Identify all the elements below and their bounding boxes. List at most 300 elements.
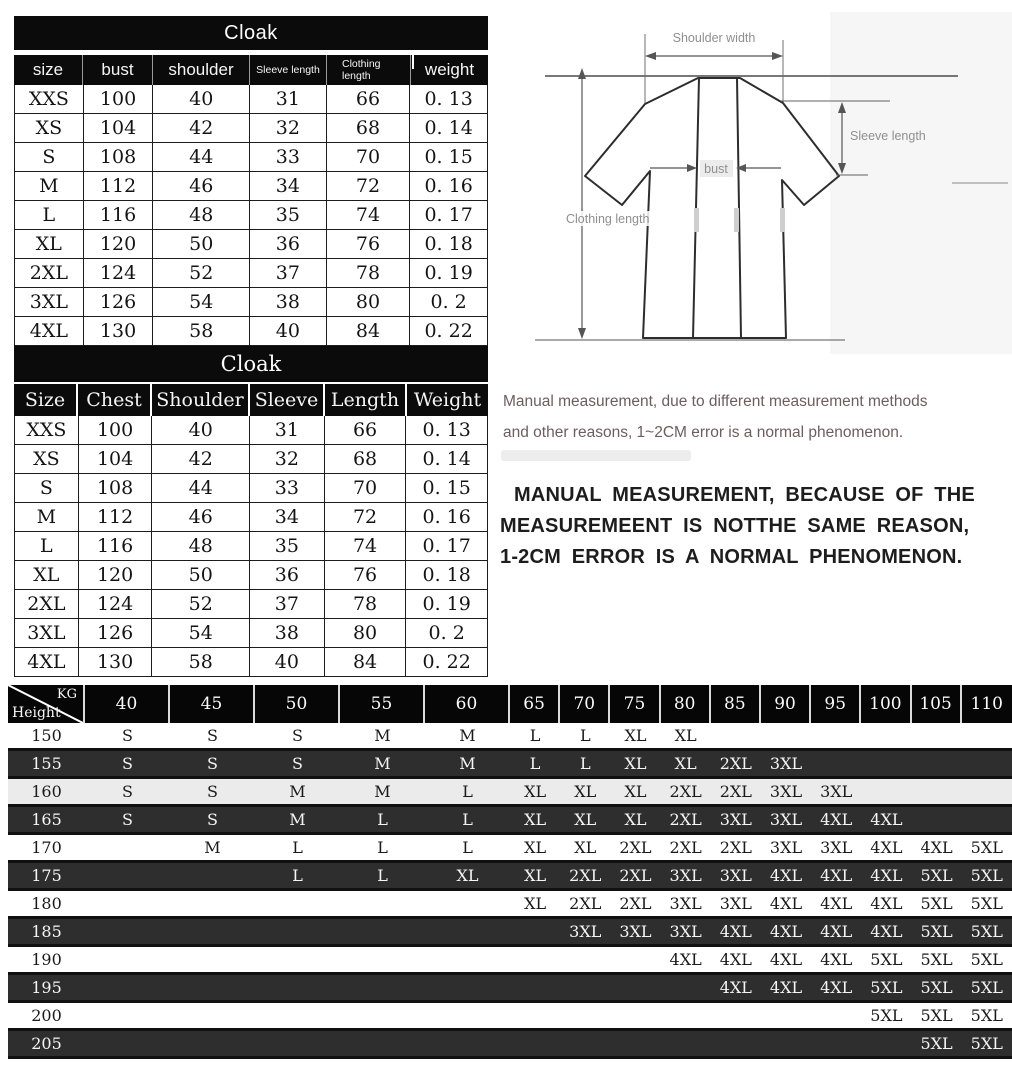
table-cell: 0. 19 — [422, 593, 471, 615]
size-cell: 3XL — [569, 921, 602, 941]
size-cell: 3XL — [719, 893, 752, 913]
table-cell: 35 — [250, 532, 325, 560]
size-cell — [861, 1031, 911, 1056]
size-cell: L — [462, 781, 473, 801]
size-cell: 5XL — [970, 1033, 1003, 1053]
table-cell: 126 — [84, 288, 154, 316]
size-cell: XL — [524, 865, 547, 885]
height-weight-size-matrix — [8, 685, 1012, 1059]
table-cell: 0. 19 — [424, 262, 473, 284]
size-cell: S — [207, 809, 218, 829]
cloak-outline-drawing — [500, 8, 1012, 370]
size-cell: 4XL — [820, 921, 853, 941]
table-cell: 124 — [79, 590, 153, 618]
size-cell: 4XL — [870, 921, 903, 941]
size-cell: M — [374, 781, 391, 801]
size-cell: 2XL — [619, 893, 652, 913]
size-cell: 3XL — [619, 921, 652, 941]
table-cell: 112 — [79, 503, 153, 531]
size-cell — [711, 723, 761, 748]
size-cell: M — [204, 837, 221, 857]
weight-header: 90 — [761, 685, 811, 723]
size-cell: S — [122, 809, 133, 829]
table-cell: 108 — [79, 474, 153, 502]
size-cell: L — [377, 809, 388, 829]
size-cell: M — [374, 753, 391, 773]
table-row — [15, 85, 487, 114]
weight-header: 60 — [425, 685, 510, 723]
table-cell: 31 — [250, 416, 325, 444]
table-row — [15, 474, 487, 503]
height-label: 165 — [31, 809, 62, 829]
table-cell: 0. 16 — [422, 506, 471, 528]
size-chart-top — [14, 16, 488, 346]
size-cell: 4XL — [870, 837, 903, 857]
size-cell: 3XL — [769, 781, 803, 801]
size-cell: L — [292, 837, 303, 857]
size-cell — [962, 807, 1012, 832]
size-cell: 4XL — [719, 977, 752, 997]
table-cell: 104 — [84, 114, 154, 142]
size-cell: L — [462, 809, 473, 829]
size-cell: M — [289, 781, 306, 801]
size-cell: 3XL — [719, 865, 752, 885]
size-cell: 3XL — [669, 865, 702, 885]
height-label: 205 — [31, 1033, 62, 1053]
matrix-row — [8, 975, 1012, 1003]
note-line: MEASUREMEENT IS NOTTHE SAME REASON, — [500, 515, 970, 537]
table-cell: 84 — [325, 648, 407, 676]
size-cell: 4XL — [870, 809, 903, 829]
size-cell — [510, 1031, 560, 1056]
size-cell: XL — [524, 809, 547, 829]
weight-header: 100 — [861, 685, 911, 723]
size-cell — [912, 779, 962, 804]
size-cell — [912, 751, 962, 776]
size-cell: 4XL — [820, 977, 853, 997]
size-cell: 2XL — [569, 865, 602, 885]
size-cell — [85, 1003, 170, 1028]
size-cell — [610, 1003, 660, 1028]
weight-header: 40 — [85, 685, 170, 723]
table-cell: 48 — [153, 201, 250, 229]
size-cell: 5XL — [920, 893, 953, 913]
size-cell: L — [377, 865, 388, 885]
measurement-note-casual — [503, 386, 1008, 448]
table-cell: 54 — [153, 288, 250, 316]
table-cell: 112 — [84, 172, 154, 200]
matrix-row — [8, 891, 1012, 919]
size-cell — [85, 891, 170, 916]
size-cell: M — [289, 809, 306, 829]
size-cell: XL — [456, 865, 479, 885]
size-cell — [761, 1003, 811, 1028]
matrix-row — [8, 723, 1012, 751]
size-cell: 2XL — [719, 837, 752, 857]
table-cell: 108 — [84, 143, 154, 171]
table-cell: 80 — [327, 288, 411, 316]
size-cell: 5XL — [970, 893, 1003, 913]
size-cell — [425, 975, 510, 1000]
size-cell — [560, 947, 610, 972]
table-cell: 40 — [152, 416, 250, 444]
size-cell: 4XL — [769, 949, 803, 969]
matrix-header-row — [8, 685, 1012, 723]
size-cell: S — [122, 725, 133, 745]
table-cell: 120 — [84, 230, 154, 258]
size-cell — [811, 1003, 861, 1028]
table-cell: 42 — [153, 114, 250, 142]
table-cell: S — [15, 143, 84, 171]
size-cell — [255, 1003, 340, 1028]
matrix-body — [8, 723, 1012, 1059]
size-cell: 5XL — [970, 921, 1003, 941]
column-header: bust — [83, 55, 153, 85]
size-cell — [170, 1031, 255, 1056]
table-cell: 0. 13 — [424, 88, 473, 110]
table-cell: 54 — [152, 619, 250, 647]
size-cell: 5XL — [920, 1005, 953, 1025]
size-cell: 4XL — [820, 809, 853, 829]
size-cell: 2XL — [669, 837, 702, 857]
size-cell: M — [459, 753, 476, 773]
column-header: Length — [325, 384, 407, 416]
height-label: 180 — [31, 893, 62, 913]
matrix-row — [8, 1003, 1012, 1031]
size-cell: 5XL — [970, 949, 1003, 969]
size-cell — [510, 1003, 560, 1028]
table-row — [15, 503, 487, 532]
size-cell: XL — [524, 893, 547, 913]
table-cell: M — [15, 503, 79, 531]
table-cell: 2XL — [15, 590, 79, 618]
column-header: size — [14, 55, 83, 85]
size-cell — [711, 1003, 761, 1028]
weight-header: 105 — [912, 685, 962, 723]
table-cell: 0. 22 — [424, 320, 473, 342]
height-label: 170 — [31, 837, 62, 857]
size-chart-bottom — [14, 346, 488, 677]
size-cell: 5XL — [870, 949, 903, 969]
table-cell: L — [15, 532, 79, 560]
column-header: shoulder — [153, 55, 250, 85]
size-cell: XL — [574, 809, 597, 829]
size-cell — [85, 1031, 170, 1056]
table-cell: 34 — [250, 503, 325, 531]
table-cell: 37 — [250, 259, 327, 287]
size-cell: XL — [674, 753, 697, 773]
note-line: MANUAL MEASUREMENT, BECAUSE OF THE — [514, 484, 975, 506]
table-cell: 116 — [79, 532, 153, 560]
size-cell: M — [374, 725, 391, 745]
table-cell: 36 — [250, 561, 325, 589]
table-cell: 35 — [250, 201, 327, 229]
height-label: 155 — [31, 753, 62, 773]
column-header: weight — [424, 60, 475, 79]
table-cell: 2XL — [15, 259, 84, 287]
size-cell: 4XL — [870, 865, 903, 885]
table-cell: M — [15, 172, 84, 200]
size-cell: 2XL — [569, 893, 602, 913]
table-row — [15, 114, 487, 143]
table-cell: 3XL — [15, 619, 79, 647]
size-cell: 5XL — [970, 865, 1003, 885]
matrix-row — [8, 1031, 1012, 1059]
size-cell — [85, 919, 170, 944]
table-cell: 50 — [153, 230, 250, 258]
column-header: Weight — [413, 389, 482, 411]
size-cell — [510, 947, 560, 972]
size-cell: S — [122, 781, 133, 801]
table-row — [15, 532, 487, 561]
size-cell — [170, 863, 255, 888]
table-cell: 58 — [152, 648, 250, 676]
table-cell: 70 — [325, 474, 407, 502]
size-cell: 2XL — [719, 753, 752, 773]
size-cell — [170, 947, 255, 972]
size-cell — [610, 975, 660, 1000]
size-cell: S — [207, 725, 218, 745]
size-cell — [560, 1003, 610, 1028]
table-row — [15, 230, 487, 259]
size-cell — [255, 891, 340, 916]
table-cell: 126 — [79, 619, 153, 647]
size-cell: 3XL — [669, 893, 702, 913]
size-cell: 4XL — [870, 893, 903, 913]
table-cell: 34 — [250, 172, 327, 200]
size-cell: XL — [674, 725, 697, 745]
cloak-outline-path — [585, 78, 839, 338]
weight-header: 85 — [711, 685, 761, 723]
size-cell: XL — [624, 781, 647, 801]
height-label: 190 — [31, 949, 62, 969]
size-cell — [811, 723, 861, 748]
size-chart-top-header-row — [14, 55, 488, 85]
weight-header: 80 — [661, 685, 711, 723]
size-cell: 5XL — [970, 1005, 1003, 1025]
size-cell — [560, 1031, 610, 1056]
size-cell — [711, 1031, 761, 1056]
size-cell — [255, 919, 340, 944]
size-cell — [510, 919, 560, 944]
size-cell — [912, 807, 962, 832]
table-cell: 32 — [250, 114, 327, 142]
table-cell: 72 — [325, 503, 407, 531]
clothing-length-label: Clothing length — [566, 212, 650, 226]
table-cell: 70 — [327, 143, 411, 171]
table-cell: XL — [15, 230, 84, 258]
size-cell: L — [579, 753, 591, 773]
table-cell: 0. 14 — [424, 117, 473, 139]
table-cell: 3XL — [15, 288, 84, 316]
table-cell: 46 — [152, 503, 250, 531]
size-cell: 5XL — [920, 921, 953, 941]
size-cell: 5XL — [970, 837, 1003, 857]
size-cell: 4XL — [920, 837, 953, 857]
size-cell: 5XL — [970, 977, 1003, 997]
size-cell: 3XL — [769, 837, 803, 857]
corner-kg-label: KG — [56, 687, 77, 702]
weight-header: 75 — [610, 685, 660, 723]
size-cell — [861, 779, 911, 804]
table-cell: 42 — [152, 445, 250, 473]
size-cell — [861, 751, 911, 776]
matrix-row — [8, 751, 1012, 779]
size-cell — [85, 947, 170, 972]
size-cell: 3XL — [669, 921, 702, 941]
size-cell — [962, 751, 1012, 776]
size-cell: S — [292, 725, 303, 745]
table-cell: 37 — [250, 590, 325, 618]
table-row — [15, 590, 487, 619]
column-header: Shoulder — [152, 384, 250, 416]
table-cell: 31 — [250, 85, 327, 113]
size-chart-bottom-title: Cloak — [14, 346, 488, 382]
size-cell: 3XL — [820, 837, 853, 857]
table-row — [15, 288, 487, 317]
size-cell — [761, 1031, 811, 1056]
size-cell — [425, 1003, 510, 1028]
size-cell: 4XL — [769, 865, 803, 885]
table-row — [15, 416, 487, 445]
table-cell: 76 — [325, 561, 407, 589]
size-cell: 4XL — [769, 977, 803, 997]
height-label: 185 — [31, 921, 62, 941]
table-cell: 124 — [84, 259, 154, 287]
arrowhead-right-icon — [687, 164, 697, 172]
table-cell: 38 — [250, 288, 327, 316]
size-cell — [170, 975, 255, 1000]
size-cell: 4XL — [669, 949, 702, 969]
height-label: 195 — [31, 977, 62, 997]
size-cell — [85, 835, 170, 860]
size-cell: 2XL — [719, 781, 752, 801]
table-cell: XXS — [15, 85, 84, 113]
size-cell: 5XL — [920, 977, 953, 997]
note-line: 1-2CM ERROR IS A NORMAL PHENOMENON. — [500, 546, 963, 568]
table-cell: 116 — [84, 201, 154, 229]
table-cell: 0. 13 — [422, 419, 471, 441]
size-cell — [610, 947, 660, 972]
table-cell: 74 — [327, 201, 411, 229]
table-cell: 130 — [79, 648, 153, 676]
sleeve-length-label: Sleeve length — [850, 129, 926, 143]
height-label: 175 — [31, 865, 62, 885]
matrix-row — [8, 835, 1012, 863]
table-cell: 100 — [79, 416, 153, 444]
table-cell: 68 — [327, 114, 411, 142]
size-cell: 5XL — [870, 977, 903, 997]
line-highlight — [734, 208, 739, 232]
size-chart-bottom-body — [14, 416, 488, 677]
size-chart-bottom-header-row — [14, 384, 488, 416]
table-cell: XXS — [15, 416, 79, 444]
table-row — [15, 143, 487, 172]
size-chart-top-title: Cloak — [14, 16, 488, 50]
size-cell — [661, 1031, 711, 1056]
table-row — [15, 201, 487, 230]
table-cell: 44 — [152, 474, 250, 502]
table-row — [15, 561, 487, 590]
table-cell: 38 — [250, 619, 325, 647]
size-cell: L — [529, 725, 541, 745]
artifact-tick-horizontal — [403, 52, 423, 55]
table-cell: XS — [15, 114, 84, 142]
matrix-row — [8, 807, 1012, 835]
table-row — [15, 172, 487, 201]
matrix-row — [8, 779, 1012, 807]
column-header: Clothing length — [327, 55, 411, 85]
table-cell: XL — [15, 561, 79, 589]
garment-measurement-diagram — [500, 8, 1012, 370]
table-cell: 74 — [325, 532, 407, 560]
size-cell: 5XL — [870, 1005, 903, 1025]
line-highlight — [780, 208, 785, 232]
table-cell: 52 — [153, 259, 250, 287]
line-highlight — [694, 208, 699, 232]
table-row — [15, 648, 487, 676]
size-cell — [962, 779, 1012, 804]
table-cell: 44 — [153, 143, 250, 171]
size-cell: 2XL — [669, 809, 702, 829]
table-cell: 33 — [250, 474, 325, 502]
size-cell: XL — [624, 753, 647, 773]
size-cell: 3XL — [769, 753, 803, 773]
table-cell: 40 — [250, 317, 327, 345]
arrowhead-left-icon — [645, 52, 656, 60]
size-cell: XL — [524, 781, 547, 801]
size-cell: M — [459, 725, 476, 745]
size-cell: 3XL — [719, 809, 752, 829]
matrix-corner-cell — [8, 685, 85, 723]
table-cell: 0. 17 — [424, 204, 473, 226]
table-cell: 0. 2 — [428, 622, 465, 644]
arrowhead-up-icon — [578, 68, 586, 79]
table-cell: 0. 17 — [422, 535, 471, 557]
size-cell: 2XL — [619, 837, 652, 857]
size-cell: 4XL — [769, 893, 803, 913]
size-cell — [425, 947, 510, 972]
table-cell: 68 — [325, 445, 407, 473]
size-cell — [811, 1031, 861, 1056]
size-cell — [85, 863, 170, 888]
table-cell: 52 — [152, 590, 250, 618]
weight-header: 55 — [340, 685, 425, 723]
size-cell — [340, 1031, 425, 1056]
table-cell: 72 — [327, 172, 411, 200]
size-cell: XL — [524, 837, 547, 857]
size-cell: 4XL — [769, 921, 803, 941]
table-cell: 58 — [153, 317, 250, 345]
size-cell: S — [292, 753, 303, 773]
table-cell: 100 — [84, 85, 154, 113]
column-header: Sleeve length — [250, 55, 327, 85]
table-cell: 66 — [327, 85, 411, 113]
table-cell: 0. 18 — [422, 564, 471, 586]
table-cell: 4XL — [15, 317, 84, 345]
table-cell: 46 — [153, 172, 250, 200]
table-cell: 0. 2 — [430, 291, 467, 313]
matrix-row — [8, 947, 1012, 975]
size-cell: S — [207, 753, 218, 773]
size-cell: L — [292, 865, 303, 885]
size-cell: 3XL — [769, 809, 803, 829]
size-cell — [255, 1031, 340, 1056]
table-row — [15, 259, 487, 288]
column-header: Size — [14, 384, 78, 416]
size-cell: 4XL — [820, 865, 853, 885]
arrowhead-down-icon — [578, 328, 586, 339]
